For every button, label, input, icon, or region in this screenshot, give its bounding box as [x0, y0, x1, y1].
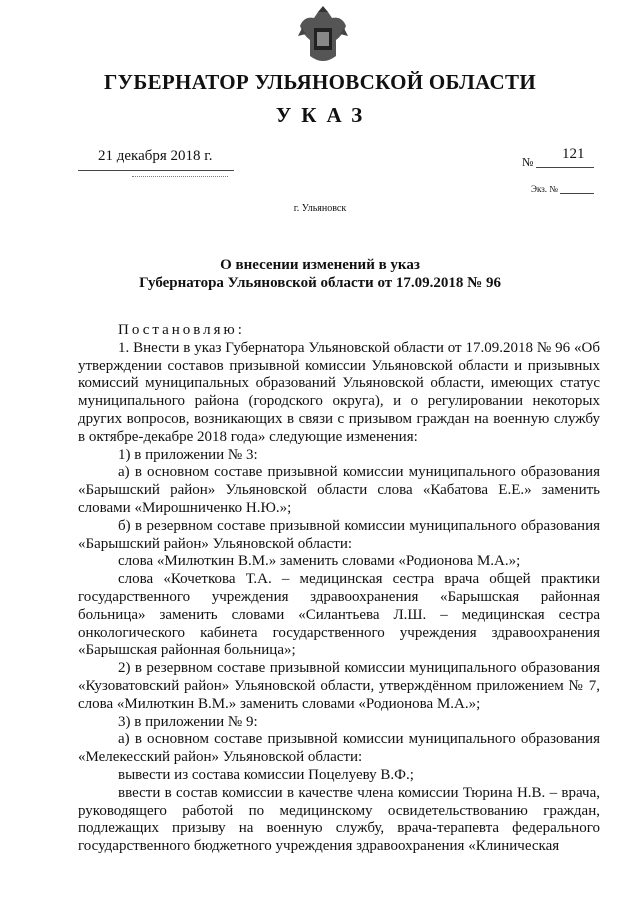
decree-subject: [0, 256, 640, 292]
decree-date: 21 декабря 2018 г.: [98, 148, 213, 164]
paragraph: а) в основном составе призывной комиссии муниципального образования «Мелекесский район» Ульяновской области:: [78, 731, 600, 766]
paragraph: б) в резервном составе призывной комиссии муниципального образования «Барышский район» Ульяновской области:: [78, 517, 600, 552]
paragraph: 3) в приложении № 9:: [118, 713, 258, 730]
paragraph: слова «Милюткин В.М.» заменить словами «Родионова М.А.»;: [118, 553, 521, 570]
paragraph: а) в основном составе призывной комиссии муниципального образования «Барышский район» Ульяновской области слова «Кабатова Е.Е.» заменить словами «Мирошниченко Н.Ю.»;: [78, 464, 600, 516]
paragraph: слова «Кочеткова Т.А. – медицинская сестра врача общей практики государственного учреждения здравоохранения «Барышская районная больница» заменить словами «Силантьева Л.Ш. – медицинская сестра онкологического кабинета государственного учреждения здравоохранения «Барышская районная больница»;: [78, 571, 600, 659]
paragraph: 1. Внести в указ Губернатора Ульяновской области от 17.09.2018 № 96 «Об утверждении составов призывной комиссии Ульяновской области и призывных комиссий муниципальных образований Ульяновской области, имеющих статус муниципального района (городского округа), и о регулировании некоторых других вопросов, возникающих в связи с призывом граждан на военную службу в октябре-декабре 2018 года» следующие изменения:: [78, 339, 600, 445]
city-name: г. Ульяновск: [293, 203, 347, 214]
document-title: ГУБЕРНАТОР УЛЬЯНОВСКОЙ ОБЛАСТИ: [104, 70, 536, 94]
date-underline-dotted: [132, 176, 228, 177]
paragraph: ввести в состав комиссии в качестве члена комиссии Тюрина Н.В. – врача, руководящего работой по медицинскому освидетельствованию граждан, подлежащих призыву на военную службу, врача-терапевта федерального государственного бюджетного учреждения здравоохранения «Клиническая: [78, 784, 600, 855]
copy-number-label: Экз. №: [531, 184, 558, 194]
number-underline: [536, 167, 594, 168]
subject-line: О внесении изменений в указ: [220, 257, 420, 273]
decree-number: 121: [562, 146, 585, 162]
paragraph: 1) в приложении № 3:: [118, 446, 258, 463]
preamble: Постановляю:: [118, 322, 245, 338]
decree-body: [78, 322, 600, 856]
date-underline: [78, 170, 234, 171]
number-sign: №: [522, 155, 534, 169]
subject-line: Губернатора Ульяновской области от 17.09.2018 № 96: [139, 275, 501, 291]
paragraph: 2) в резервном составе призывной комиссии муниципального образования «Кузоватовский район» Ульяновской области, утверждённом приложением № 7, слова «Милюткин В.М.» заменить словами «Родионова М.А.»;: [78, 660, 600, 712]
document-type: УКАЗ: [275, 103, 373, 127]
copy-number-underline: [560, 193, 594, 194]
paragraph: вывести из состава комиссии Поцелуеву В.Ф.;: [118, 766, 414, 783]
coat-of-arms-emblem: [296, 6, 350, 66]
